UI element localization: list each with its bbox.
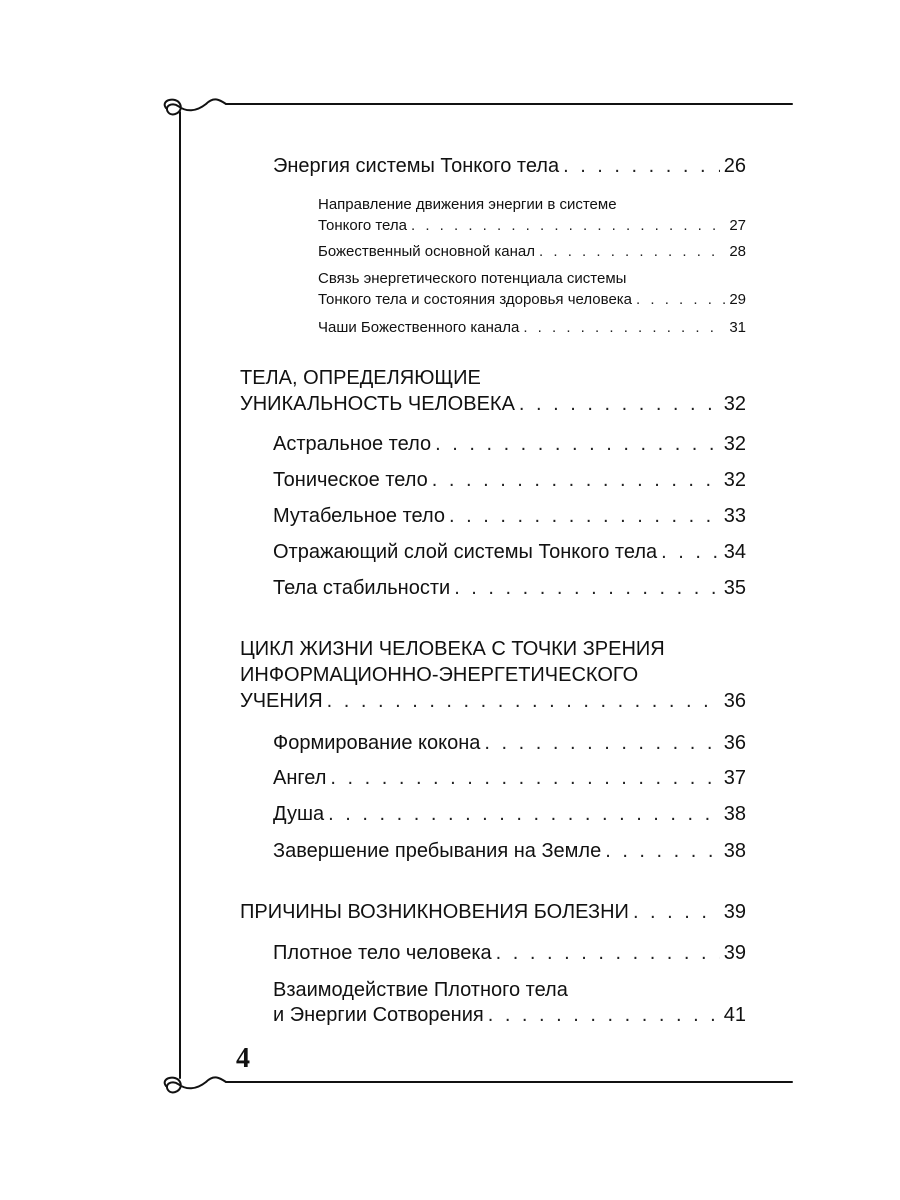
toc-page: 35 [723,577,746,599]
section-entry[interactable] [240,900,746,925]
toc-entry[interactable] [273,766,746,791]
dot-leader [432,468,720,493]
toc-page: 39 [723,942,746,964]
dot-leader [449,504,720,529]
toc-entry[interactable] [273,468,746,493]
toc-title: Тоническое тело [273,469,428,491]
section-title: УЧЕНИЯ [240,690,323,712]
toc-page: 32 [723,393,746,415]
toc-title: Астральное тело [273,433,432,455]
toc-entry[interactable] [273,802,746,827]
toc-entry[interactable] [318,216,746,236]
toc-title: Тонкого тела [318,217,407,234]
dot-leader [539,242,725,262]
toc-page: 34 [723,541,746,563]
toc-entry[interactable] [273,154,746,179]
dot-leader [563,154,720,179]
toc-title-line: Взаимодействие Плотного тела [273,979,568,1001]
toc-entry[interactable] [273,504,746,529]
toc-entry[interactable] [318,318,746,338]
toc-title: Плотное тело человека [273,942,492,964]
toc-page: 41 [723,1004,746,1026]
dot-leader [523,318,725,338]
dot-leader [633,900,720,925]
dot-leader [435,432,720,457]
toc-title: Формирование кокона [273,732,481,754]
toc-page: 33 [723,505,746,527]
section-title: ПРИЧИНЫ ВОЗНИКНОВЕНИЯ БОЛЕЗНИ [240,901,629,923]
toc-page: 31 [729,319,746,336]
toc-page: 36 [723,732,746,754]
toc-page: 27 [729,217,746,234]
toc-title-line: Связь энергетического потенциала системы [318,270,627,287]
toc-entry[interactable] [273,540,746,565]
toc-title: Ангел [273,767,327,789]
section-title-line: ЦИКЛ ЖИЗНИ ЧЕЛОВЕКА С ТОЧКИ ЗРЕНИЯ [240,638,665,660]
bottom-flourish-icon [165,1077,226,1092]
toc-entry[interactable] [318,290,746,310]
toc-title: Божественный основной канал [318,243,536,260]
dot-leader [605,839,720,864]
dot-leader [328,802,720,827]
dot-leader [327,689,720,714]
section-title-line: ТЕЛА, ОПРЕДЕЛЯЮЩИЕ [240,367,481,389]
toc-title: Тонкого тела и состояния здоровья человека [318,291,633,308]
toc-title: Мутабельное тело [273,505,445,527]
toc-entry[interactable] [273,432,746,457]
dot-leader [636,290,725,310]
toc-page: 37 [723,767,746,789]
section-entry[interactable] [240,689,746,714]
toc-entry[interactable] [273,839,746,864]
toc-title: Чаши Божественного канала [318,319,520,336]
toc-title: и Энергии Сотворения [273,1004,484,1026]
toc-page: 38 [723,840,746,862]
section-title: УНИКАЛЬНОСТЬ ЧЕЛОВЕКА [240,393,515,415]
toc-title: Энергия системы Тонкого тела [273,155,560,177]
top-flourish-icon [165,99,226,114]
dot-leader [330,766,719,791]
toc-page: 32 [723,433,746,455]
section-title-line: ИНФОРМАЦИОННО-ЭНЕРГЕТИЧЕСКОГО [240,664,639,686]
toc-title-line: Направление движения энергии в системе [318,196,617,213]
toc-title: Тела стабильности [273,577,451,599]
toc-page: 38 [723,803,746,825]
toc-page: 39 [723,901,746,923]
dot-leader [519,392,720,417]
section-entry[interactable] [240,392,746,417]
toc-entry[interactable] [273,576,746,601]
dot-leader [411,216,725,236]
toc-title: Отражающий слой системы Тонкого тела [273,541,658,563]
toc-page: 32 [723,469,746,491]
dot-leader [661,540,720,565]
toc-title: Душа [273,803,325,825]
toc-title: Завершение пребывания на Земле [273,840,602,862]
toc-page: 28 [729,243,746,260]
page-number: 4 [236,1043,250,1074]
toc-page: 29 [729,291,746,308]
toc-entry[interactable] [273,941,746,966]
toc-entry[interactable] [318,242,746,262]
toc-page: 36 [723,690,746,712]
dot-leader [484,731,719,756]
dot-leader [496,941,720,966]
dot-leader [454,576,720,601]
toc-page: 26 [723,155,746,177]
toc-entry[interactable] [273,731,746,756]
dot-leader [488,1003,720,1028]
toc-entry[interactable] [273,1003,746,1028]
